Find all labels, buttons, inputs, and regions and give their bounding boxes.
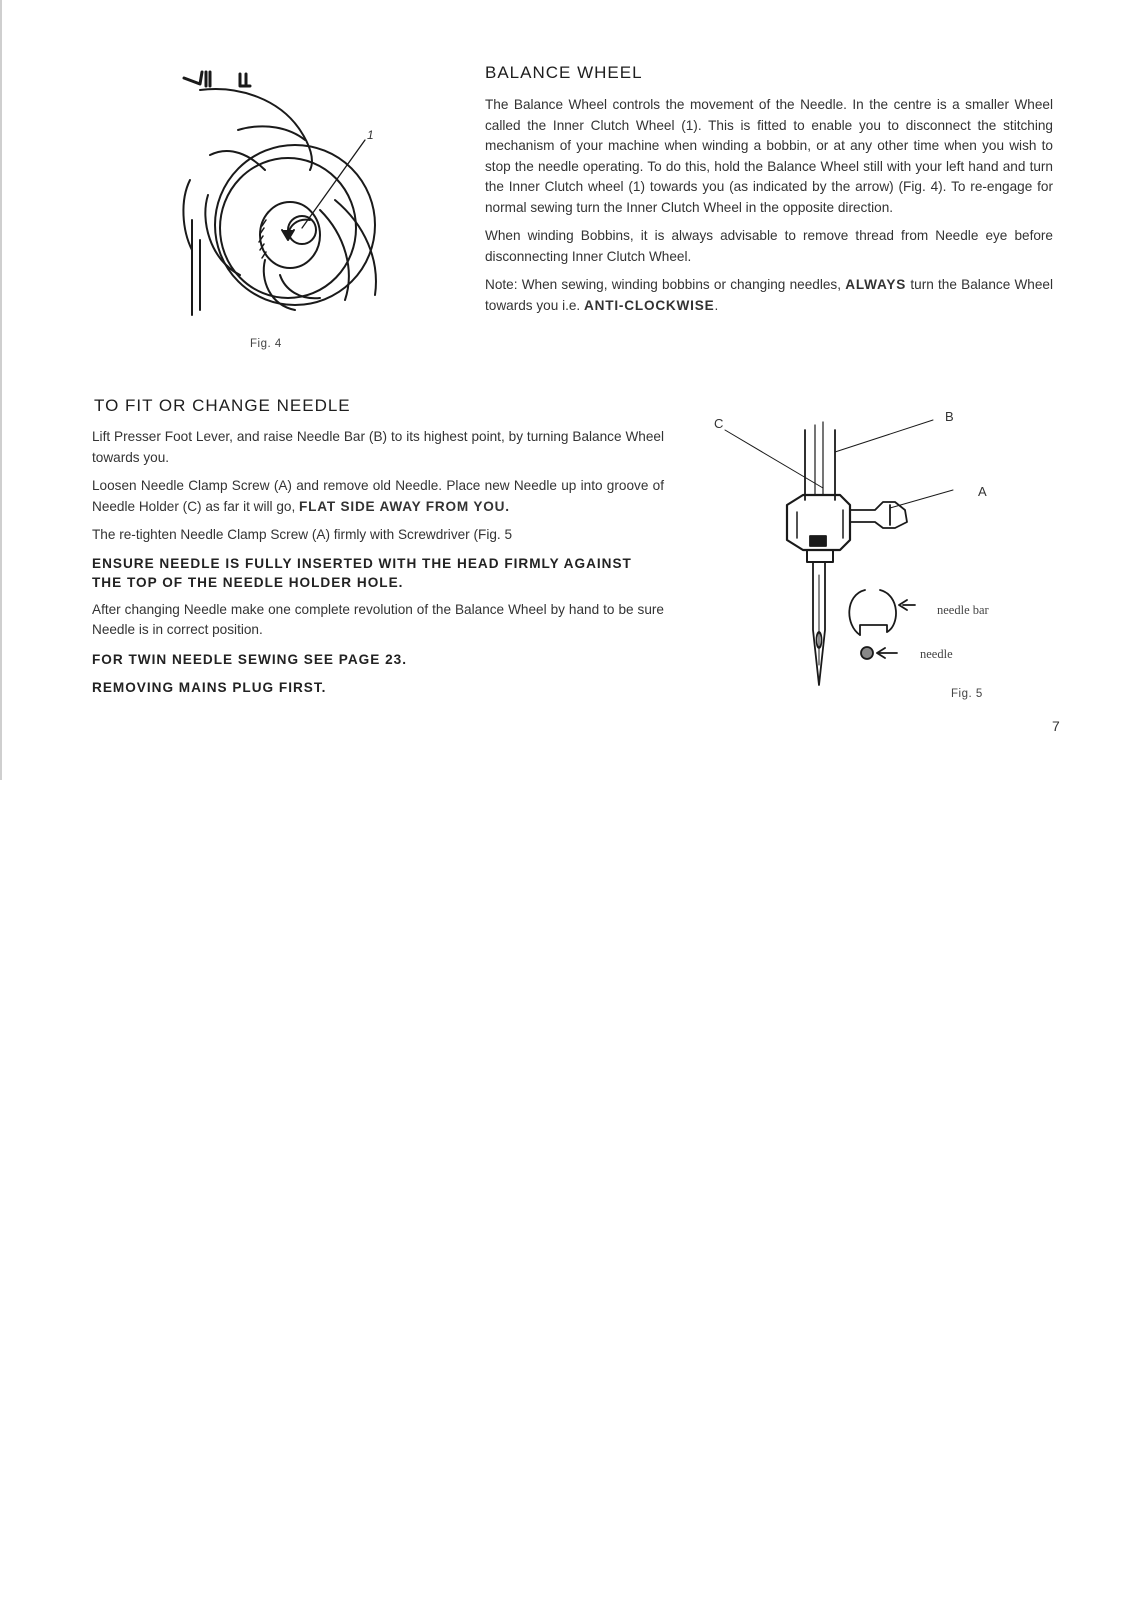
change-needle-text [92,427,664,697]
balance-wheel-paragraph-2: When winding Bobbins, it is always advisable to remove thread from Needle eye before disconnecting Inner Clutch Wheel. [485,228,1053,264]
fig5-label-a: A [978,484,987,499]
change-needle-heading: TO FIT OR CHANGE NEEDLE [94,396,351,415]
balance-wheel-heading: BALANCE WHEEL [485,63,643,82]
needle-paragraph-4: After changing Needle make one complete revolution of the Balance Wheel by hand to be sure Needle is in correct position. [92,601,664,637]
removing-plug-note: REMOVING MAINS PLUG FIRST. [92,679,327,695]
ensure-needle-warning: ENSURE NEEDLE IS FULLY INSERTED WITH THE HEAD FIRMLY AGAINST THE TOP OF THE NEEDLE HOLDER HOLE. [92,555,632,590]
needle-paragraph-1: Lift Presser Foot Lever, and raise Needle Bar (B) to its highest point, by turning Balance Wheel towards you. [92,429,664,465]
fig5-label-c: C [714,416,724,431]
note-text-start: Note: When sewing, winding bobbins or changing needles, [485,277,846,292]
needle-paragraph-2 [92,476,664,517]
fig4-label-1: 1 [367,128,374,142]
fig5-label-b: B [945,409,954,424]
note-anticlockwise: ANTI-CLOCKWISE [583,297,715,313]
note-always: ALWAYS [845,277,907,292]
note-text-middle: turn the Balance Wheel towards you i.e. [485,277,1053,313]
balance-wheel-paragraph-1: The Balance Wheel controls the movement of the Needle. In the centre is a smaller Wheel called the Inner Clutch Wheel (1). This is fitted to enable you to disconnect the stitching mechanism of your machine when winding a bobbin, or at any other time when you wish to stop the needle operating. To do this, hold the Balance Wheel still with your left hand and turn the Inner Clutch wheel (1) towards you (as indicated by the arrow) (Fig. 4). To re-engage for normal sewing turn the Inner Clutch Wheel in the opposite direction. [485,97,1053,215]
flat-side-away-text: FLAT SIDE AWAY FROM YOU. [299,498,510,514]
fig4-illustration [170,60,400,325]
fig5-caption: Fig. 5 [951,688,983,700]
needle-paragraph-2-text: Loosen Needle Clamp Screw (A) and remove old Needle. Place new Needle up into groove of Needle Holder (C) as far it will go, [92,478,664,514]
page-edge-shadow [0,0,2,780]
fig4-caption: Fig. 4 [250,338,282,350]
needle-label: needle [920,647,953,661]
twin-needle-note: FOR TWIN NEEDLE SEWING SEE PAGE 23. [92,651,407,667]
needle-paragraph-3: The re-tighten Needle Clamp Screw (A) firmly with Screwdriver (Fig. 5 [92,527,513,542]
needle-bar-label: needle bar [937,603,989,617]
note-text-end: . [714,297,719,313]
balance-wheel-text [485,95,1053,316]
balance-wheel-note [485,275,1053,316]
page-number: 7 [1052,718,1060,734]
